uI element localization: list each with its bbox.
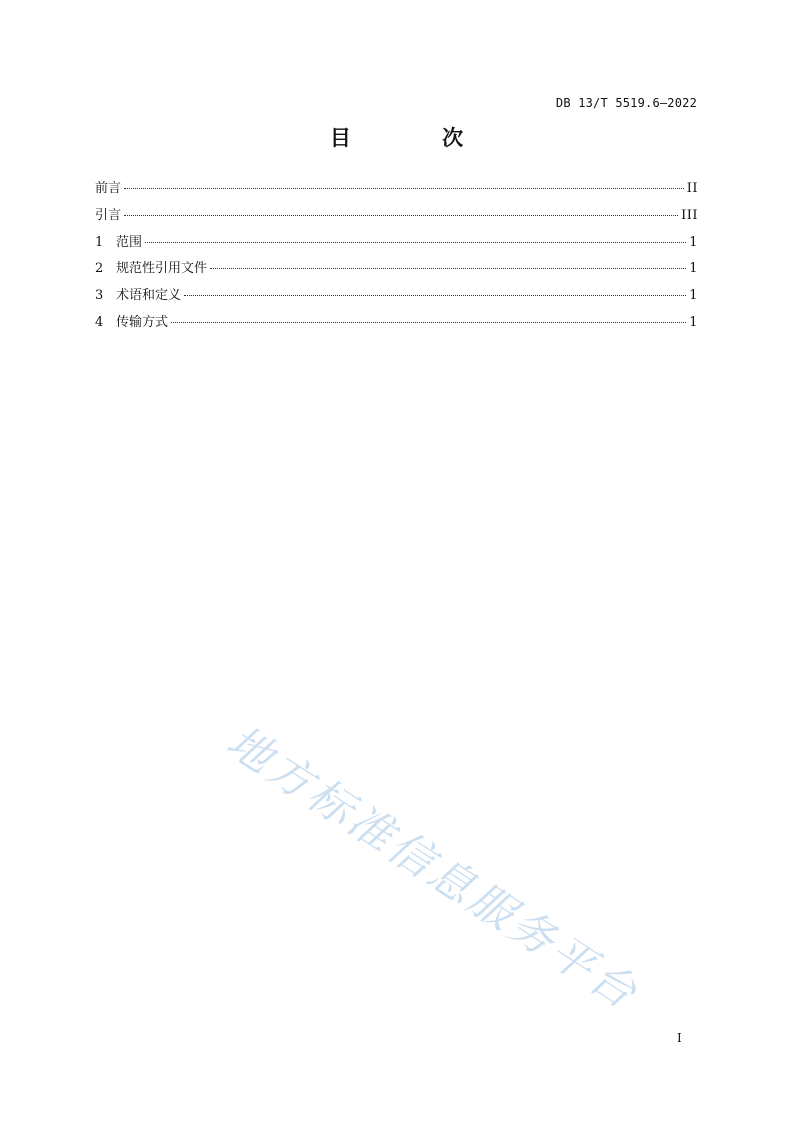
toc-entry-page: 1 (689, 234, 698, 250)
toc-entry-page: III (681, 207, 698, 223)
dot-leader (210, 268, 686, 269)
toc-entry-terms-and-definitions[interactable] (95, 286, 698, 313)
toc-entry-page: 1 (689, 314, 698, 330)
standard-code: DB 13/T 5519.6—2022 (555, 96, 697, 110)
dot-leader (124, 215, 678, 216)
toc-entry-label: 引言 (95, 207, 122, 223)
toc-entry-normative-references[interactable] (95, 259, 698, 286)
toc-entry-number: 4 (95, 314, 104, 330)
toc-entry-number: 3 (95, 288, 104, 304)
toc-entry-label: 前言 (95, 181, 122, 196)
dot-leader (145, 242, 686, 243)
page-number: I (677, 1031, 682, 1045)
toc-entry-foreword[interactable] (95, 179, 698, 206)
dot-leader (124, 188, 684, 189)
toc-title: 目 次 (329, 126, 506, 150)
toc-entry-introduction[interactable] (95, 206, 698, 233)
toc-entry-scope[interactable] (95, 233, 698, 260)
dot-leader (184, 295, 686, 296)
toc-entry-page: 1 (689, 261, 698, 277)
table-of-contents (95, 179, 698, 340)
toc-entry-label: 传输方式 (116, 314, 169, 330)
watermark: 地方标准信息服务平台 (217, 716, 648, 1021)
toc-entry-label: 规范性引用文件 (116, 261, 208, 277)
toc-entry-transmission-methods[interactable] (95, 313, 698, 340)
toc-entry-number: 1 (95, 234, 104, 250)
toc-entry-page: II (686, 181, 698, 196)
dot-leader (171, 322, 686, 323)
toc-entry-number: 2 (95, 261, 104, 277)
toc-entry-label: 范围 (116, 234, 143, 250)
toc-entry-page: 1 (689, 288, 698, 304)
toc-entry-label: 术语和定义 (116, 288, 182, 304)
